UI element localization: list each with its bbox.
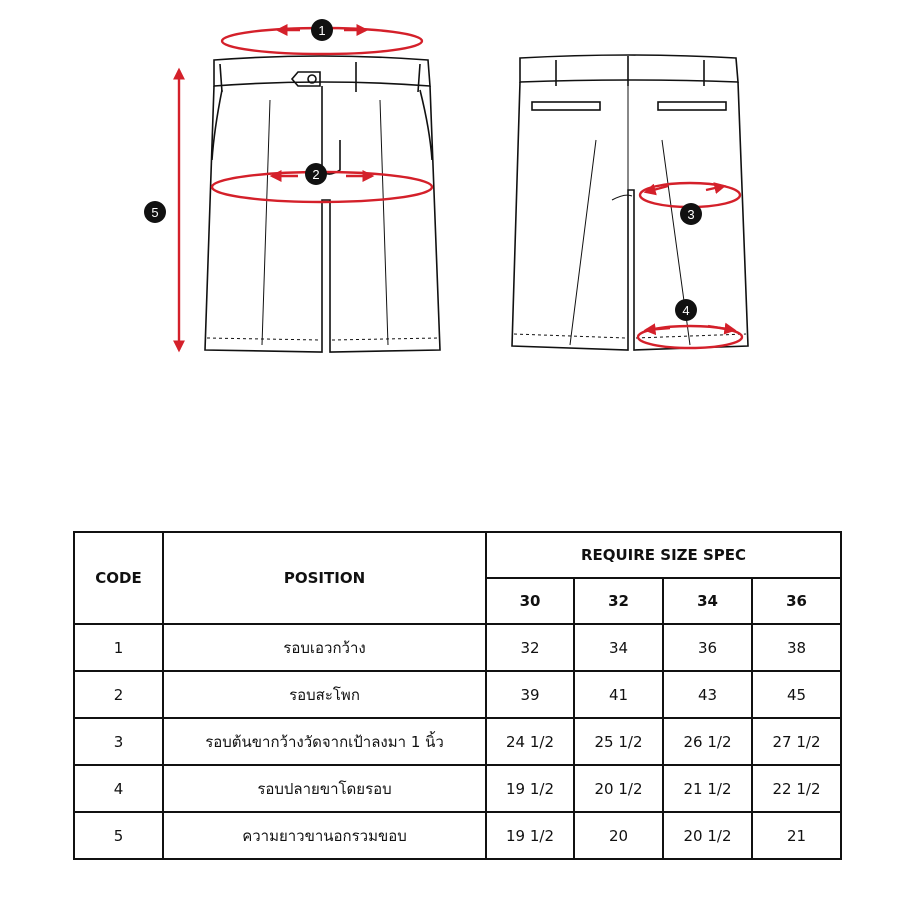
row-position: รอบเอวกว้าง <box>163 624 486 671</box>
size-header-36: 36 <box>752 578 841 624</box>
row-value: 45 <box>752 671 841 718</box>
spec-header: REQUIRE SIZE SPEC <box>486 532 841 578</box>
svg-text:3: 3 <box>687 207 695 222</box>
row-code: 5 <box>74 812 163 859</box>
table-row <box>74 624 841 671</box>
row-value: 36 <box>663 624 752 671</box>
table-row <box>74 812 841 859</box>
shorts-measurement-diagram <box>0 0 900 420</box>
row-value: 25 1/2 <box>574 718 663 765</box>
row-code: 4 <box>74 765 163 812</box>
code-header: CODE <box>74 532 163 624</box>
row-value: 22 1/2 <box>752 765 841 812</box>
row-value: 39 <box>486 671 574 718</box>
position-header: POSITION <box>163 532 486 624</box>
svg-text:1: 1 <box>318 23 326 38</box>
row-value: 20 1/2 <box>663 812 752 859</box>
table-row <box>74 671 841 718</box>
row-value: 26 1/2 <box>663 718 752 765</box>
row-code: 3 <box>74 718 163 765</box>
row-value: 19 1/2 <box>486 765 574 812</box>
row-position: ความยาวขานอกรวมขอบ <box>163 812 486 859</box>
marker-1 <box>311 19 333 41</box>
table-row <box>74 765 841 812</box>
marker-4 <box>675 299 697 321</box>
row-value: 24 1/2 <box>486 718 574 765</box>
size-spec-table <box>73 531 842 860</box>
row-code: 1 <box>74 624 163 671</box>
row-code: 2 <box>74 671 163 718</box>
svg-text:4: 4 <box>682 303 690 318</box>
front-shorts-drawing <box>205 56 440 352</box>
row-value: 21 <box>752 812 841 859</box>
row-position: รอบต้นขากว้างวัดจากเป้าลงมา 1 นิ้ว <box>163 718 486 765</box>
svg-text:5: 5 <box>151 205 159 220</box>
svg-text:2: 2 <box>312 167 320 182</box>
size-header-34: 34 <box>663 578 752 624</box>
row-position: รอบสะโพก <box>163 671 486 718</box>
back-shorts-drawing <box>512 55 748 350</box>
marker-3 <box>680 203 702 225</box>
row-value: 21 1/2 <box>663 765 752 812</box>
row-value: 27 1/2 <box>752 718 841 765</box>
row-value: 41 <box>574 671 663 718</box>
row-value: 20 1/2 <box>574 765 663 812</box>
row-value: 32 <box>486 624 574 671</box>
size-header-30: 30 <box>486 578 574 624</box>
row-value: 20 <box>574 812 663 859</box>
row-value: 19 1/2 <box>486 812 574 859</box>
row-value: 38 <box>752 624 841 671</box>
marker-5 <box>144 201 166 223</box>
row-value: 34 <box>574 624 663 671</box>
size-header-32: 32 <box>574 578 663 624</box>
row-position: รอบปลายขาโดยรอบ <box>163 765 486 812</box>
marker-2 <box>305 163 327 185</box>
row-value: 43 <box>663 671 752 718</box>
table-row <box>74 718 841 765</box>
